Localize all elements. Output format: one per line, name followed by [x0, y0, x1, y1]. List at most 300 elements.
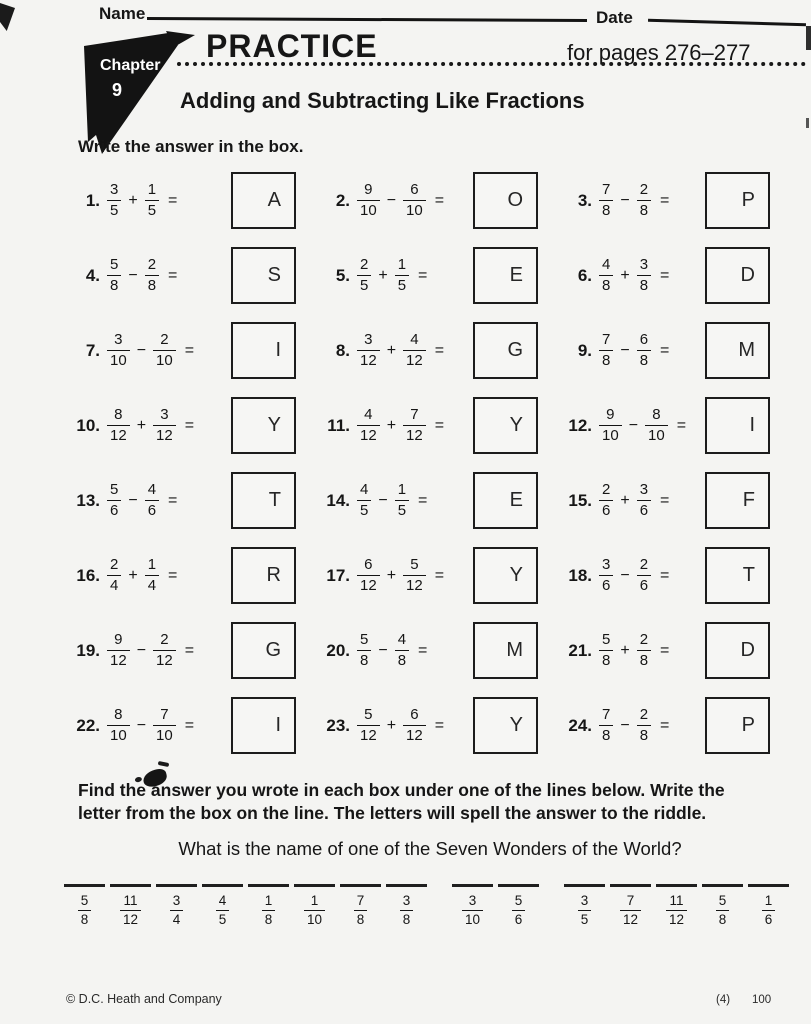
- fraction-denominator: 5: [147, 202, 157, 220]
- answer-slot: [656, 884, 697, 928]
- answer-fraction: [262, 893, 276, 928]
- section-title: Adding and Subtracting Like Fractions: [180, 88, 585, 113]
- answer-letter: S: [267, 264, 281, 286]
- answer-box[interactable]: [473, 172, 538, 229]
- answer-slot: [64, 884, 105, 928]
- answer-box[interactable]: [473, 697, 538, 754]
- answer-letter: Y: [509, 414, 523, 436]
- equals-sign: =: [660, 191, 670, 209]
- answer-blank-line[interactable]: [248, 884, 289, 887]
- answer-box[interactable]: [473, 247, 538, 304]
- fraction-denominator: 12: [156, 652, 173, 670]
- problem-item: [554, 613, 786, 688]
- fraction-bar: [357, 350, 380, 352]
- fraction-denominator: 12: [360, 352, 377, 370]
- fraction-bar: [354, 910, 368, 912]
- fraction-denominator: 5: [218, 912, 227, 928]
- answer-fraction: [578, 893, 592, 928]
- fraction-second: [395, 256, 409, 294]
- answer-fraction: [78, 893, 92, 928]
- fraction-bar: [357, 200, 380, 202]
- answer-box[interactable]: [231, 172, 296, 229]
- fraction-numerator: 2: [360, 256, 369, 274]
- problem-number: 19.: [76, 640, 100, 660]
- answer-box[interactable]: [705, 547, 770, 604]
- answer-letter: E: [509, 264, 523, 286]
- operator: −: [620, 566, 630, 584]
- operator: −: [128, 491, 138, 509]
- answer-letter: D: [740, 264, 755, 286]
- answer-letter: I: [275, 714, 281, 736]
- answer-slot: [452, 884, 493, 928]
- fraction-second: [637, 706, 651, 744]
- name-label: Name: [99, 4, 146, 23]
- fraction-first: [357, 256, 371, 294]
- practice-title: PRACTICE: [206, 28, 378, 64]
- problem-item: [312, 538, 554, 613]
- problem-number: 16.: [76, 565, 100, 585]
- fraction-denominator: 4: [172, 912, 181, 928]
- equals-sign: =: [660, 566, 670, 584]
- fraction-bar: [637, 500, 651, 502]
- fraction-numerator: 3: [639, 481, 649, 499]
- fraction-numerator: 11: [123, 893, 138, 908]
- fraction-numerator: 8: [114, 706, 123, 724]
- problem-number: 18.: [568, 565, 592, 585]
- operator: +: [378, 266, 388, 284]
- answer-slot: [748, 884, 789, 928]
- fraction-denominator: 5: [580, 912, 589, 928]
- operator: +: [136, 416, 147, 434]
- fraction-bar: [637, 350, 651, 352]
- problem-item: [62, 163, 312, 238]
- answer-blank-line[interactable]: [386, 884, 427, 887]
- fraction-denominator: 12: [406, 352, 423, 370]
- answer-box[interactable]: [473, 322, 538, 379]
- fraction-bar: [145, 500, 159, 502]
- problem-number: 23.: [326, 715, 350, 735]
- fraction-numerator: 4: [147, 481, 157, 499]
- fraction-second: [153, 406, 176, 444]
- answer-blank-line[interactable]: [748, 884, 789, 887]
- answer-box[interactable]: [705, 622, 770, 679]
- fraction-bar: [107, 425, 130, 427]
- fraction-first: [599, 706, 613, 744]
- operator: +: [386, 716, 397, 734]
- fraction-bar: [78, 910, 92, 912]
- equals-sign: =: [418, 491, 428, 509]
- date-label: Date: [596, 8, 633, 27]
- chapter-badge-line2: 9: [112, 80, 123, 100]
- fraction-denominator: 10: [156, 352, 173, 370]
- fraction-numerator: 3: [639, 256, 649, 274]
- fraction-bar: [716, 910, 730, 912]
- answer-letter: G: [265, 639, 281, 661]
- fraction-second: [637, 631, 651, 669]
- fraction-bar: [357, 725, 380, 727]
- answer-slot: [110, 884, 151, 928]
- fraction-denominator: 8: [356, 912, 365, 928]
- problem-item: [554, 463, 786, 538]
- answer-box[interactable]: [231, 547, 296, 604]
- pages-reference: for pages 276–277: [567, 40, 751, 65]
- fraction-first: [357, 631, 371, 669]
- fraction-denominator: 10: [360, 202, 377, 220]
- fraction-denominator: 8: [264, 912, 273, 928]
- answer-blank-line[interactable]: [202, 884, 243, 887]
- problem-number: 24.: [568, 715, 592, 735]
- problem-item: [554, 238, 786, 313]
- fraction-denominator: 12: [122, 912, 139, 928]
- fraction-second: [145, 556, 159, 594]
- fraction-bar: [637, 575, 651, 577]
- fraction-numerator: 6: [639, 331, 649, 349]
- page-number-right: 100: [752, 994, 772, 1006]
- equals-sign: =: [434, 416, 445, 434]
- operator: −: [628, 416, 639, 434]
- fraction-numerator: 5: [602, 631, 611, 649]
- answer-box[interactable]: [705, 247, 770, 304]
- answer-blank-line[interactable]: [156, 884, 197, 887]
- fraction-bar: [666, 910, 687, 912]
- fraction-second: [645, 406, 668, 444]
- operator: −: [378, 491, 388, 509]
- problem-item: [554, 388, 786, 463]
- answer-box[interactable]: [473, 622, 538, 679]
- answer-box[interactable]: [231, 472, 296, 529]
- fraction-denominator: 10: [406, 202, 423, 220]
- fraction-denominator: 8: [402, 912, 411, 928]
- fraction-bar: [403, 425, 426, 427]
- answer-box[interactable]: [473, 547, 538, 604]
- answer-blank-line[interactable]: [656, 884, 697, 887]
- fraction-second: [403, 181, 426, 219]
- operator: +: [386, 341, 397, 359]
- answer-letter: Y: [509, 714, 523, 736]
- fraction-denominator: 5: [397, 277, 407, 295]
- fraction-numerator: 5: [514, 893, 523, 908]
- answer-box[interactable]: [705, 172, 770, 229]
- answer-blank-line[interactable]: [702, 884, 743, 887]
- fraction-denominator: 12: [110, 652, 127, 670]
- operator: +: [620, 491, 630, 509]
- fraction-numerator: 7: [626, 893, 635, 908]
- problem-number: 3.: [577, 190, 592, 210]
- answer-blank-line[interactable]: [498, 884, 539, 887]
- fraction-second: [145, 181, 159, 219]
- equals-sign: =: [660, 641, 670, 659]
- fraction-bar: [400, 910, 414, 912]
- problem-item: [554, 538, 786, 613]
- answer-letter: F: [742, 489, 755, 511]
- answer-box[interactable]: [705, 322, 770, 379]
- fraction-denominator: 6: [110, 502, 119, 520]
- fraction-denominator: 8: [718, 912, 727, 928]
- problem-item: [62, 238, 312, 313]
- problem-number: 8.: [335, 340, 350, 360]
- answer-slot: [386, 884, 427, 928]
- problem-item: [312, 163, 554, 238]
- fraction-bar: [762, 910, 776, 912]
- answer-fraction: [716, 893, 730, 928]
- operator: −: [620, 341, 630, 359]
- problem-item: [62, 463, 312, 538]
- fraction-bar: [107, 500, 121, 502]
- fraction-numerator: 6: [410, 706, 419, 724]
- equals-sign: =: [184, 341, 195, 359]
- fraction-denominator: 8: [639, 202, 649, 220]
- operator: +: [620, 641, 630, 659]
- answer-box[interactable]: [231, 397, 296, 454]
- fraction-denominator: 12: [406, 727, 423, 745]
- fraction-denominator: 8: [602, 277, 611, 295]
- fraction-denominator: 12: [360, 577, 377, 595]
- fraction-numerator: 3: [364, 331, 373, 349]
- fraction-bar: [153, 650, 176, 652]
- problem-number: 15.: [568, 490, 592, 510]
- scan-artifact-corner: [0, 3, 15, 31]
- equals-sign: =: [434, 716, 445, 734]
- answer-slot: [610, 884, 651, 928]
- answer-blank-line[interactable]: [452, 884, 493, 887]
- instruction-text: Write the answer in the box.: [78, 137, 304, 156]
- fraction-bar: [145, 275, 159, 277]
- fraction-bar: [145, 200, 159, 202]
- fraction-denominator: 10: [648, 427, 665, 445]
- fraction-denominator: 8: [110, 277, 119, 295]
- fraction-bar: [599, 650, 613, 652]
- answer-blank-line[interactable]: [294, 884, 335, 887]
- problem-number: 13.: [76, 490, 100, 510]
- fraction-first: [357, 706, 380, 744]
- fraction-bar: [395, 650, 409, 652]
- fraction-bar: [599, 575, 613, 577]
- fraction-first: [599, 481, 613, 519]
- problem-number: 22.: [76, 715, 100, 735]
- fraction-bar: [170, 910, 184, 912]
- fraction-bar: [512, 910, 526, 912]
- problem-number: 1.: [85, 190, 100, 210]
- fraction-numerator: 4: [364, 406, 373, 424]
- fraction-bar: [357, 575, 380, 577]
- fraction-denominator: 5: [360, 502, 369, 520]
- equals-sign: =: [660, 716, 670, 734]
- fraction-denominator: 8: [80, 912, 89, 928]
- name-blank-line[interactable]: [147, 17, 587, 22]
- fraction-numerator: 7: [602, 181, 611, 199]
- equals-sign: =: [184, 641, 195, 659]
- riddle-instructions: Find the answer you wrote in each box under one of the lines below. Write the letter from the box on the line. The letters will spell the answer to the riddle.: [78, 780, 725, 823]
- fraction-numerator: 1: [147, 556, 157, 574]
- fraction-first: [599, 556, 613, 594]
- fraction-denominator: 6: [147, 502, 157, 520]
- fraction-denominator: 6: [602, 577, 611, 595]
- problem-item: [312, 238, 554, 313]
- fraction-bar: [304, 910, 325, 912]
- fraction-numerator: 3: [402, 893, 411, 908]
- fraction-numerator: 3: [114, 331, 123, 349]
- equals-sign: =: [184, 716, 195, 734]
- answer-box[interactable]: [473, 472, 538, 529]
- page-number-left: (4): [716, 994, 731, 1006]
- answer-slot: [202, 884, 243, 928]
- operator: −: [386, 191, 397, 209]
- fraction-first: [599, 256, 613, 294]
- operator: −: [620, 716, 630, 734]
- fraction-denominator: 6: [514, 912, 523, 928]
- fraction-numerator: 9: [114, 631, 123, 649]
- answer-blank-line[interactable]: [340, 884, 381, 887]
- fraction-denominator: 8: [602, 652, 611, 670]
- answer-slot: [248, 884, 289, 928]
- fraction-bar: [620, 910, 641, 912]
- fraction-first: [357, 406, 380, 444]
- fraction-bar: [107, 650, 130, 652]
- answer-letter: Y: [509, 564, 523, 586]
- chapter-badge-line1: Chapter: [100, 57, 161, 74]
- answer-fraction: [620, 893, 641, 928]
- fraction-denominator: 5: [360, 277, 369, 295]
- scan-artifact-edge-small: [806, 118, 809, 128]
- answer-fraction: [304, 893, 325, 928]
- problem-number: 11.: [327, 415, 350, 435]
- answer-letter: R: [266, 564, 281, 586]
- equals-sign: =: [168, 491, 178, 509]
- equals-sign: =: [434, 566, 445, 584]
- problem-item: [312, 613, 554, 688]
- fraction-numerator: 7: [602, 706, 611, 724]
- fraction-numerator: 9: [606, 406, 615, 424]
- fraction-denominator: 10: [110, 727, 127, 745]
- fraction-denominator: 10: [110, 352, 127, 370]
- fraction-numerator: 5: [110, 256, 119, 274]
- riddle-question: What is the name of one of the Seven Wonders of the World?: [178, 838, 682, 859]
- answer-box[interactable]: [473, 397, 538, 454]
- answer-blank-line[interactable]: [564, 884, 605, 887]
- fraction-denominator: 10: [306, 912, 323, 928]
- fraction-numerator: 5: [80, 893, 89, 908]
- fraction-numerator: 6: [410, 181, 419, 199]
- date-blank-line[interactable]: [648, 19, 806, 26]
- fraction-second: [145, 481, 159, 519]
- fraction-numerator: 4: [410, 331, 419, 349]
- fraction-first: [357, 331, 380, 369]
- fraction-bar: [403, 575, 426, 577]
- fraction-bar: [357, 425, 380, 427]
- answer-strip: [64, 884, 794, 928]
- problem-number: 5.: [335, 265, 350, 285]
- fraction-second: [395, 481, 409, 519]
- fraction-denominator: 8: [147, 277, 157, 295]
- equals-sign: =: [168, 191, 178, 209]
- answer-letter: Y: [267, 414, 281, 436]
- fraction-first: [107, 481, 121, 519]
- fraction-second: [403, 406, 426, 444]
- fraction-numerator: 2: [602, 481, 611, 499]
- fraction-bar: [599, 200, 613, 202]
- answer-blank-line[interactable]: [610, 884, 651, 887]
- equals-sign: =: [168, 266, 178, 284]
- fraction-first: [107, 406, 130, 444]
- answer-letter: D: [740, 639, 755, 661]
- fraction-bar: [120, 910, 141, 912]
- answer-box[interactable]: [705, 397, 770, 454]
- fraction-denominator: 10: [156, 727, 173, 745]
- answer-box[interactable]: [231, 322, 296, 379]
- fraction-bar: [462, 910, 483, 912]
- fraction-denominator: 10: [464, 912, 481, 928]
- answer-box[interactable]: [705, 472, 770, 529]
- problem-item: [554, 313, 786, 388]
- fraction-bar: [357, 500, 371, 502]
- fraction-bar: [645, 425, 668, 427]
- fraction-denominator: 12: [360, 427, 377, 445]
- answer-fraction: [120, 893, 141, 928]
- problem-item: [62, 613, 312, 688]
- fraction-numerator: 5: [410, 556, 419, 574]
- fraction-numerator: 2: [147, 256, 157, 274]
- fraction-denominator: 8: [602, 352, 611, 370]
- fraction-numerator: 2: [110, 556, 119, 574]
- answer-word-group: [564, 884, 789, 928]
- answer-fraction: [354, 893, 368, 928]
- equals-sign: =: [434, 341, 445, 359]
- fraction-bar: [599, 425, 622, 427]
- fraction-denominator: 8: [639, 727, 649, 745]
- problem-number: 7.: [85, 340, 100, 360]
- answer-slot: [498, 884, 539, 928]
- fraction-bar: [599, 350, 613, 352]
- problem-number: 10.: [76, 415, 100, 435]
- fraction-numerator: 2: [639, 706, 649, 724]
- answer-box[interactable]: [231, 622, 296, 679]
- answer-blank-line[interactable]: [110, 884, 151, 887]
- problem-item: [62, 538, 312, 613]
- answer-box[interactable]: [231, 247, 296, 304]
- fraction-second: [395, 631, 409, 669]
- fraction-second: [145, 256, 159, 294]
- answer-word-group: [452, 884, 539, 928]
- answer-blank-line[interactable]: [64, 884, 105, 887]
- fraction-first: [357, 556, 380, 594]
- answer-fraction: [512, 893, 526, 928]
- answer-fraction: [462, 893, 483, 928]
- answer-slot: [702, 884, 743, 928]
- fraction-numerator: 2: [639, 631, 649, 649]
- fraction-denominator: 8: [639, 352, 649, 370]
- fraction-numerator: 7: [602, 331, 611, 349]
- equals-sign: =: [660, 491, 670, 509]
- answer-word-group: [64, 884, 427, 928]
- fraction-bar: [107, 275, 121, 277]
- fraction-bar: [145, 575, 159, 577]
- fraction-denominator: 5: [110, 202, 119, 220]
- fraction-denominator: 12: [406, 577, 423, 595]
- answer-box[interactable]: [705, 697, 770, 754]
- operator: −: [378, 641, 388, 659]
- fraction-numerator: 3: [160, 406, 169, 424]
- answer-fraction: [170, 893, 184, 928]
- problem-number: 9.: [577, 340, 592, 360]
- fraction-bar: [599, 500, 613, 502]
- answer-box[interactable]: [231, 697, 296, 754]
- fraction-second: [637, 481, 651, 519]
- answer-letter: O: [507, 189, 523, 211]
- answer-letter: M: [506, 639, 523, 661]
- problem-number: 20.: [326, 640, 350, 660]
- fraction-numerator: 3: [110, 181, 119, 199]
- fraction-first: [107, 256, 121, 294]
